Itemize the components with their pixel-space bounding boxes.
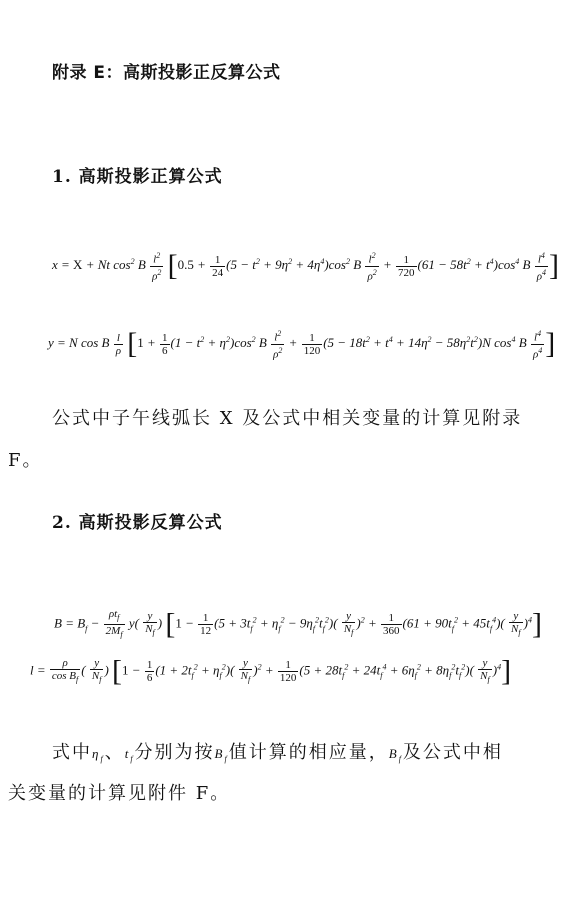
section-number: 2. xyxy=(52,513,72,533)
text-run: 、 xyxy=(104,742,125,763)
text-run: 及公式中相 xyxy=(402,742,503,763)
paragraph-line: 式中$\eta_f$、$t_f$分别为按$B_f$值计算的相应量，$B_f$及公式中相 xyxy=(52,742,503,764)
section-heading-inverse xyxy=(52,508,223,533)
section-heading-forward xyxy=(52,162,223,187)
section-title: 高斯投影正算公式 xyxy=(78,167,223,187)
section-number: 1. xyxy=(52,167,72,187)
paragraph-line: F。 xyxy=(8,450,43,471)
paragraph-line: 公式中子午线弧长 X 及公式中相关变量的计算见附录 xyxy=(52,408,523,429)
section-title: 高斯投影反算公式 xyxy=(78,513,223,533)
formula-l: l = $\frac{\rho}{\cos B_f}$ ( $\frac{y}{N_f}$ ) [1 − $\frac{1}{6}$ $(1 + 2t_f^2 + \eta_f^2)$( $\frac{y}{N_f}$ )$^2$ + $\frac{1}{120}$ $(5 + 28t_f^2 + 24t_f^4 + 6\eta_f^2 + 8\eta_f^2t_f^2)$( $\frac{y}{N_f}$ )$^4$] xyxy=(30,654,512,688)
text-run: 式中 xyxy=(52,742,92,763)
text-run: 分别为按 xyxy=(134,742,215,763)
appendix-title: 附录 E：高斯投影正反算公式 xyxy=(52,63,281,83)
paragraph-line: 关变量的计算见附件 F。 xyxy=(8,783,231,804)
formula-x: x = X + Nt $\cos^2 B$ $\frac{l^2}{\rho^2}$ [0.5 + $\frac{1}{24}$ $(5 - t^2 + 9\eta^2 + 4\eta^4)\cos^2$ B $\frac{l^2}{\rho^2}$ + $\frac{1}{720}$ $(61 - 58t^2 + t^4)\cos^4$ B $\frac{l^4}{\rho^4}$ ] xyxy=(52,249,560,283)
text-run: 值计算的相应量， xyxy=(228,742,389,763)
formula-b: $B = B_f$ − $\frac{\rho t_f}{2M_f}$ y( $\frac{y}{N_f}$ ) [1 − $\frac{1}{12}$ $(5 + 3t_f^2 + \eta_f^2 - 9\eta_f^2t_f^2)$( $\frac{y}{N_f}$ )$^2$ + $\frac{1}{360}$ $(61 + 90t_f^2 + 45t_f^4)$( $\frac{y}{N_f}$ )$^4$] xyxy=(54,607,542,641)
formula-y: y = N cos B $\frac{l}{\rho}$ [1 + $\frac{1}{6}$ $(1 - t^2 + \eta^2)\cos^2$ B $\frac{l^2}{\rho^2}$ + $\frac{1}{120}$ $(5 - 18t^2 + t^4 + 14\eta^2 - 58\eta^2t^2)N$ $\cos^4 B$ $\frac{l^4}{\rho^4}$ ] xyxy=(48,327,556,361)
